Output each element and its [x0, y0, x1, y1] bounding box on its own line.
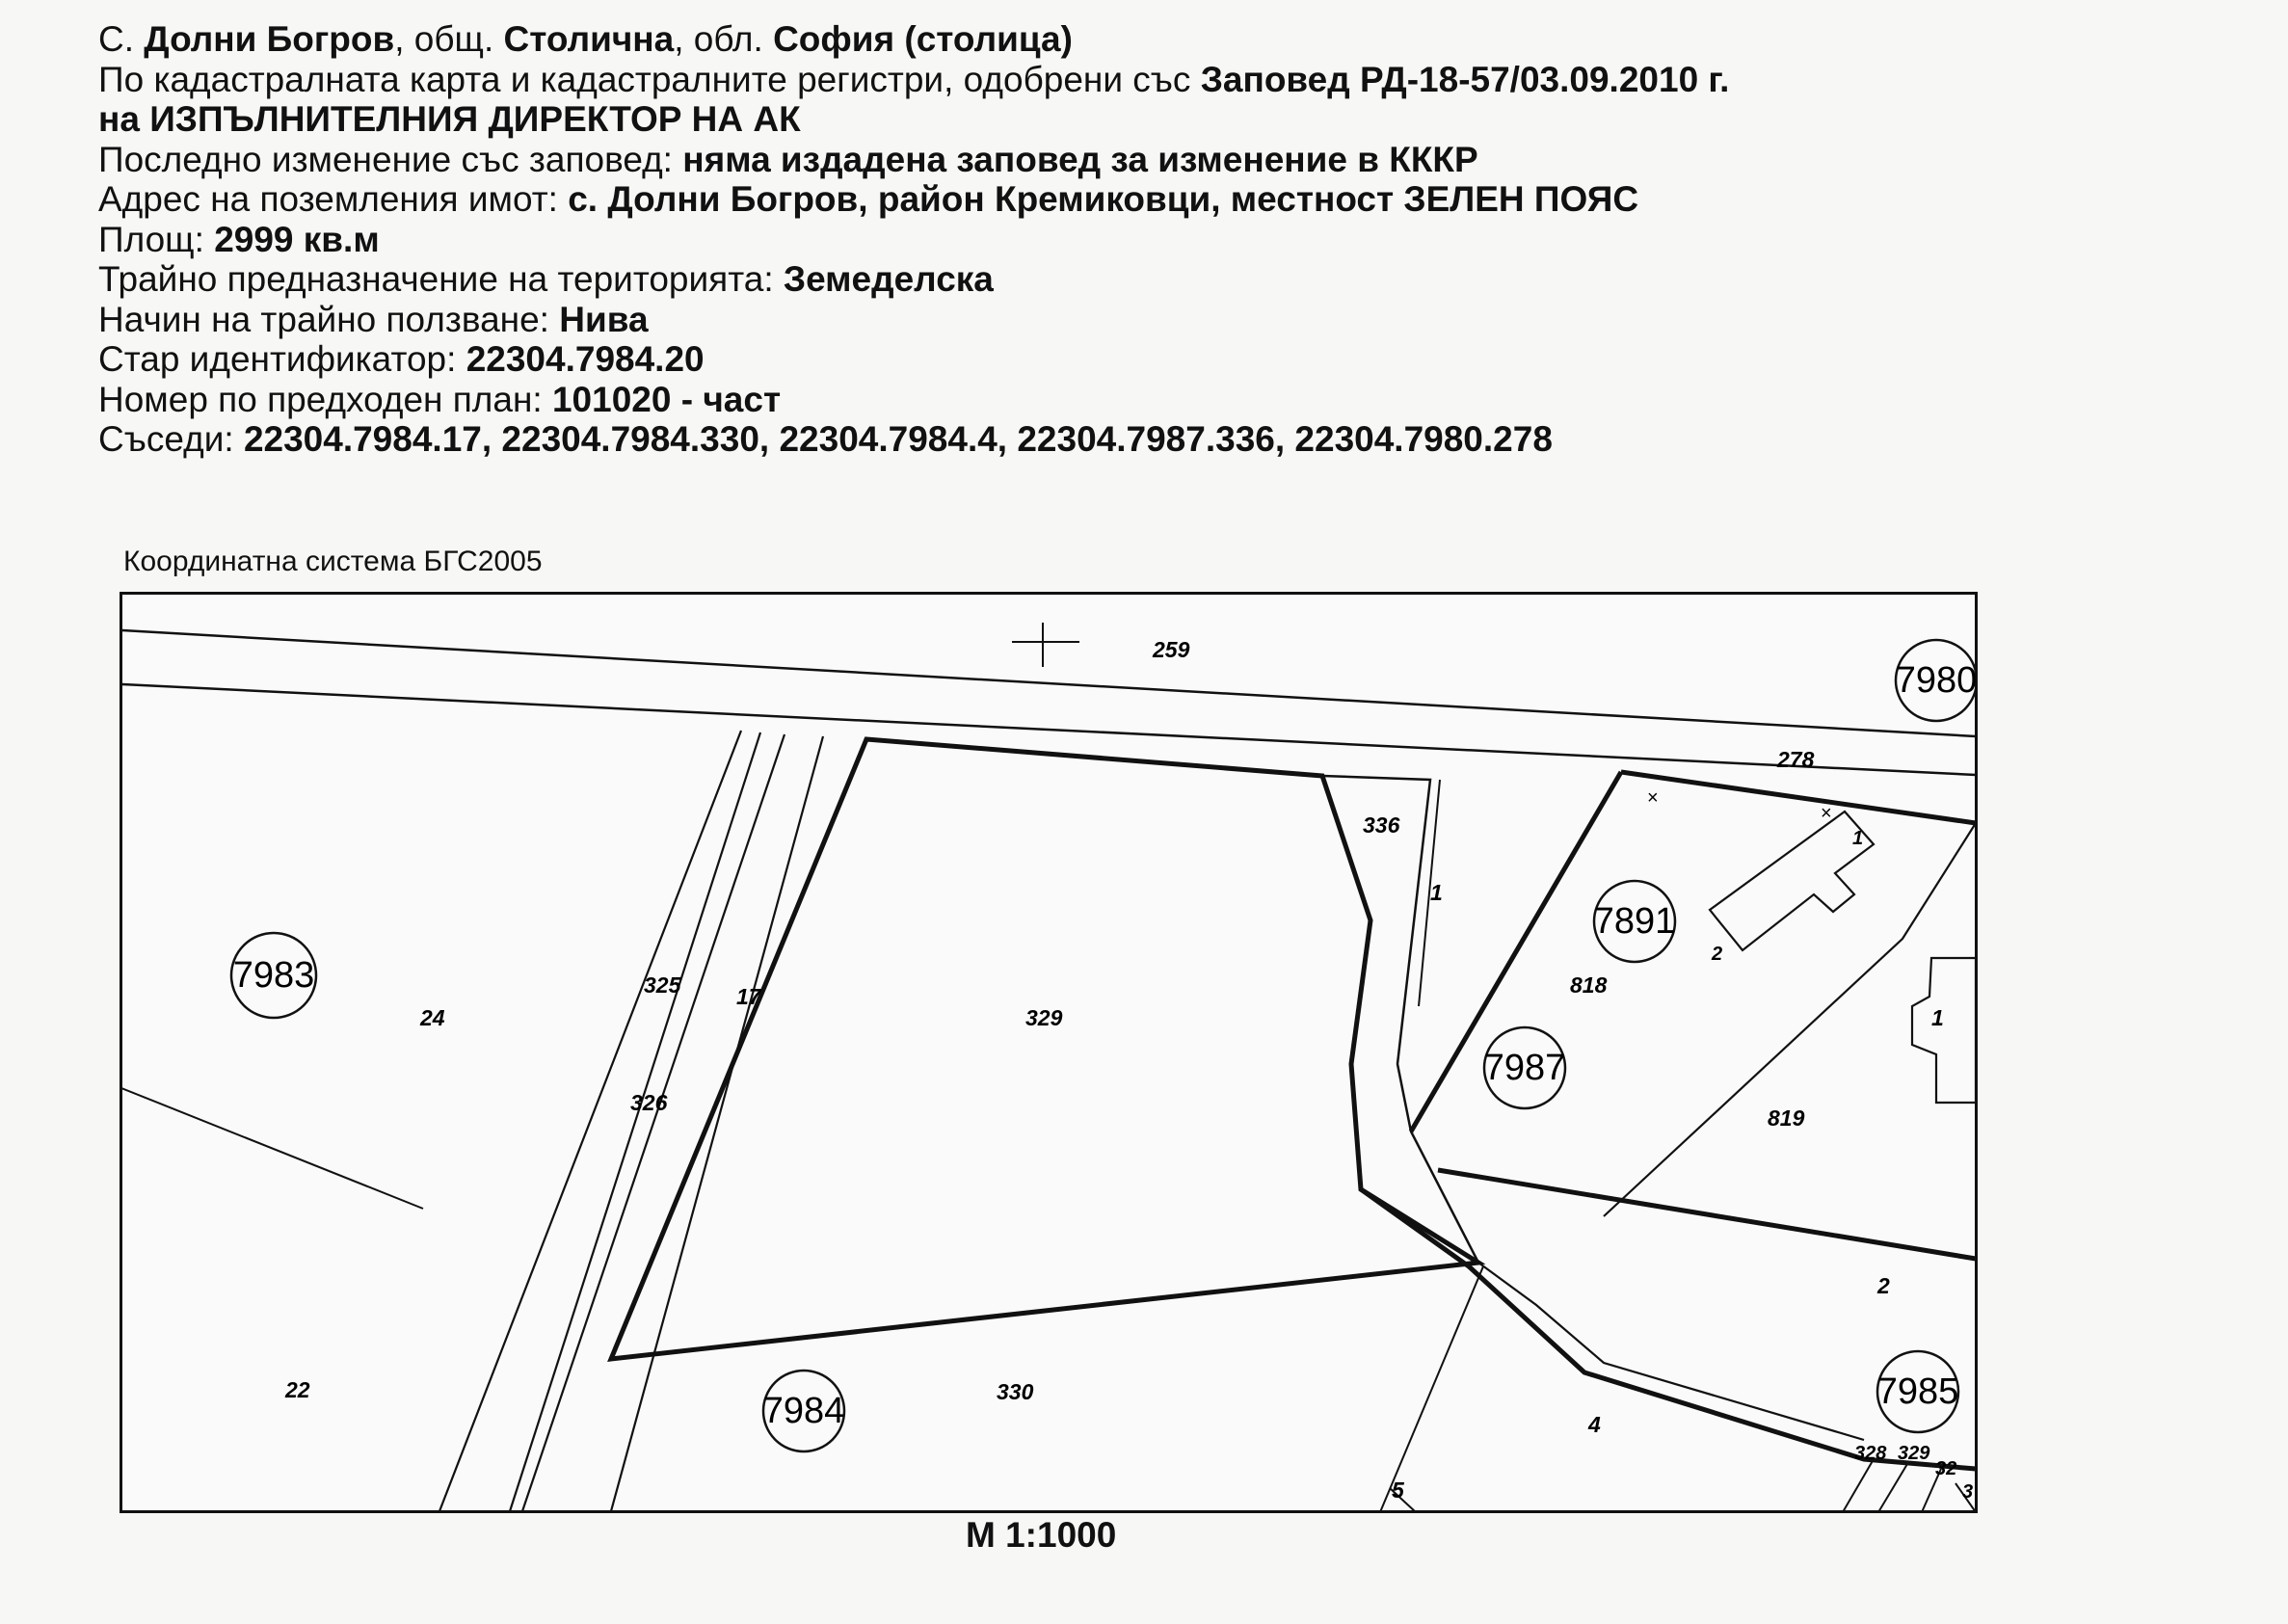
last-change-label: Последно изменение със заповед:: [98, 139, 683, 179]
address-line: [98, 179, 2122, 220]
usage-value: Нива: [559, 299, 649, 339]
usage-label: Начин на трайно ползване:: [98, 299, 560, 339]
parcel-label-329-small: 329: [1898, 1443, 1930, 1464]
area-label: Площ:: [98, 219, 215, 259]
coordinate-system-label: Координатна система БГС2005: [123, 546, 543, 577]
authority-line: на ИЗПЪЛНИТЕЛНИЯ ДИРЕКТОР НА АК: [98, 99, 801, 139]
parcel-label-325: 325: [644, 972, 681, 998]
parcel-label-259: 259: [1153, 637, 1190, 662]
parcel-label-329: 329: [1025, 1005, 1063, 1030]
location-prefix: С.: [98, 19, 145, 59]
parcel-label-4: 4: [1588, 1412, 1601, 1437]
old-id-line: [98, 339, 2122, 380]
block-label-7891: 7891: [1593, 901, 1676, 942]
purpose-value: Земеделска: [783, 259, 994, 299]
area-line: [98, 220, 2122, 260]
parcel-label-22: 22: [285, 1377, 310, 1402]
previous-plan-value: 101020 - част: [551, 379, 782, 419]
region-name: София (столица): [773, 19, 1073, 59]
order-value: Заповед РД-18-57/03.09.2010 г.: [1200, 59, 1730, 99]
neighbours-value: 22304.7984.17, 22304.7984.330, 22304.7984.4, 22304.7987.336, 22304.7980.278: [243, 419, 1553, 459]
cadastral-map: [120, 592, 1978, 1513]
region-prefix: , обл.: [674, 19, 774, 59]
block-label-7984: 7984: [762, 1391, 845, 1431]
block-label-7985: 7985: [1876, 1371, 1959, 1412]
parcel-label-1-strip: 1: [1430, 880, 1443, 905]
parcel-label-326: 326: [630, 1090, 668, 1115]
last-change-value: няма издадена заповед за изменение в КККР: [682, 139, 1478, 179]
x-mark-1: ×: [1647, 787, 1659, 809]
building-label-1: 1: [1852, 828, 1864, 849]
purpose-line: [98, 259, 2122, 300]
parcel-label-818: 818: [1570, 972, 1608, 998]
municipality-prefix: , общ.: [394, 19, 504, 59]
map-scale: М 1:1000: [966, 1515, 1117, 1555]
village-name: Долни Богров: [144, 19, 395, 59]
neighbours-label: Съседи:: [98, 419, 244, 459]
previous-plan-line: [98, 380, 2122, 420]
x-mark-2: ×: [1821, 803, 1832, 824]
block-label-7983: 7983: [232, 955, 315, 996]
old-id-label: Стар идентификатор:: [98, 339, 466, 379]
usage-line: [98, 300, 2122, 340]
parcel-label-328: 328: [1854, 1443, 1887, 1464]
parcel-label-32: 32: [1935, 1458, 1957, 1479]
municipality-name: Столична: [503, 19, 675, 59]
parcel-label-5: 5: [1392, 1478, 1404, 1503]
parcel-label-1-building: 1: [1931, 1005, 1944, 1030]
area-value: 2999 кв.м: [214, 219, 380, 259]
parcel-label-278: 278: [1777, 747, 1815, 772]
previous-plan-label: Номер по предходен план:: [98, 379, 552, 419]
order-label: По кадастралната карта и кадастралните регистри, одобрени със: [98, 59, 1201, 99]
old-id-value: 22304.7984.20: [466, 339, 705, 379]
parcel-label-3: 3: [1962, 1481, 1974, 1503]
location-line: [98, 19, 2122, 60]
order-line: [98, 60, 2122, 100]
parcel-label-336: 336: [1363, 812, 1400, 838]
building-label-2: 2: [1712, 944, 1723, 965]
last-change-line: [98, 140, 2122, 180]
parcel-label-24: 24: [420, 1005, 445, 1030]
neighbours-line: [98, 419, 2122, 460]
parcel-label-17: 17: [736, 984, 761, 1009]
block-label-7980: 7980: [1895, 660, 1978, 701]
block-label-7987: 7987: [1483, 1048, 1566, 1088]
address-label: Адрес на поземления имот:: [98, 179, 569, 219]
parcel-label-330: 330: [997, 1379, 1034, 1404]
map-border: [121, 594, 1977, 1512]
purpose-label: Трайно предназначение на територията:: [98, 259, 784, 299]
parcel-label-2: 2: [1877, 1273, 1890, 1298]
property-header: [98, 19, 2122, 460]
address-value: с. Долни Богров, район Кремиковци, местност ЗЕЛЕН ПОЯС: [568, 179, 1639, 219]
parcel-label-819: 819: [1768, 1105, 1805, 1131]
